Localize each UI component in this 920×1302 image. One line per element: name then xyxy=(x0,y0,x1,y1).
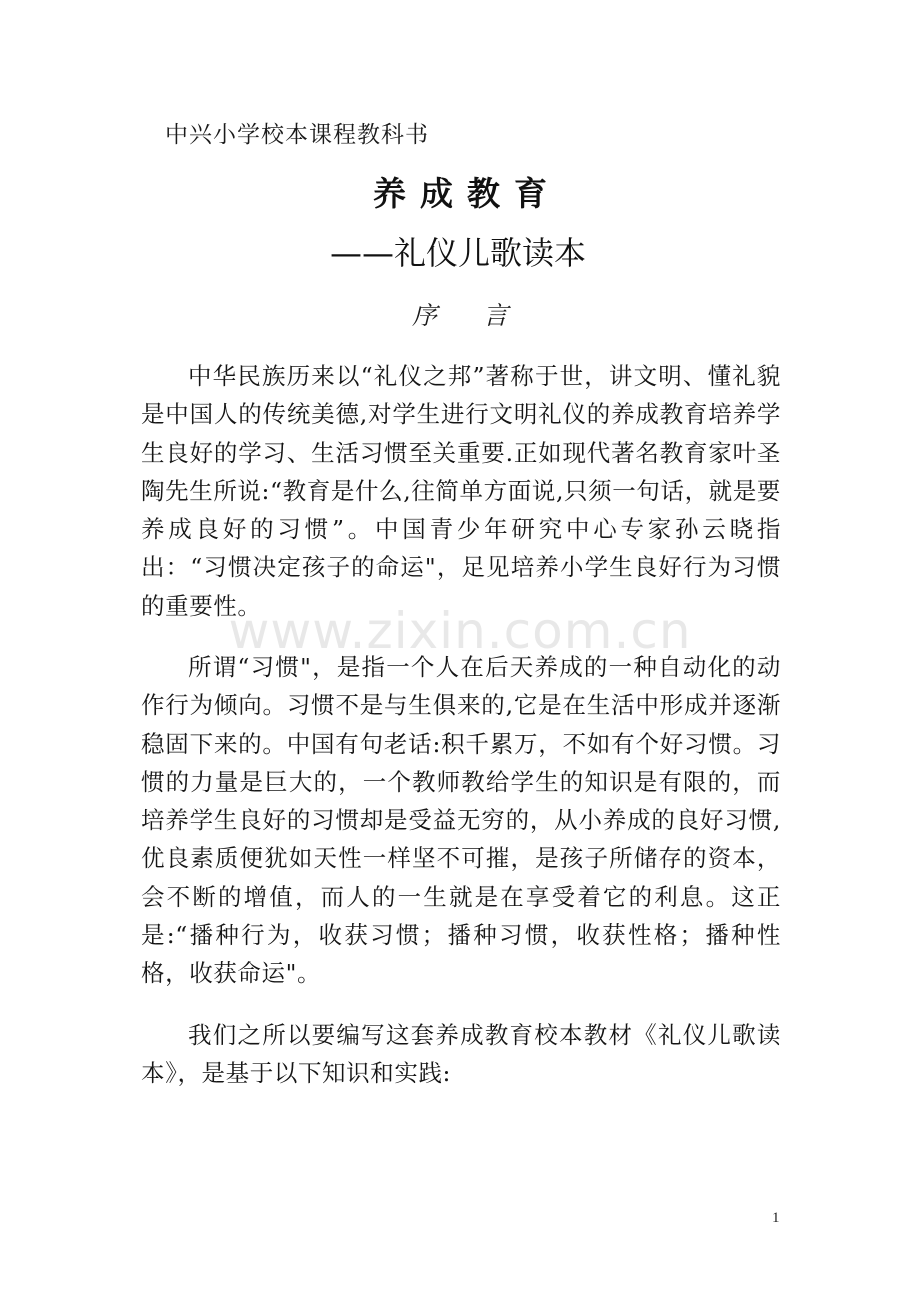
preface-heading: 序言 xyxy=(411,301,554,330)
main-title: 养成教育 xyxy=(373,174,561,213)
sub-title: ——礼仪儿歌读本 xyxy=(330,234,587,272)
preface-paragraph-3: 我们之所以要编写这套养成教育校本教材《礼仪儿歌读本》，是基于以下知识和实践: xyxy=(141,1021,781,1088)
preface-paragraph-1: 中华民族历来以“礼仪之邦”著称于世，讲文明、懂礼貌是中国人的传统美德,对学生进行文明礼仪的养成教育培养学生良好的学习、生活习惯至关重要.正如现代著名教育家叶圣陶先生所说:“教育是什么,往简单方面说,只须一句话，就是要养成良好的习惯”。中国青少年研究中心专家孙云晓指出：“习惯决定孩子的命运"，足见培养小学生良好行为习惯的重要性。 xyxy=(141,362,781,620)
preface-paragraph-2: 所谓“习惯"，是指一个人在后天养成的一种自动化的动作行为倾向。习惯不是与生俱来的,它是在生活中形成并逐渐稳固下来的。中国有句老话:积千累万，不如有个好习惯。习惯的力量是巨大的，一个教师教给学生的知识是有限的，而培养学生良好的习惯却是受益无穷的，从小养成的良好习惯,优良素质便犹如天性一样坚不可摧，是孩子所储存的资本，会不断的增值，而人的一生就是在享受着它的利息。这正是:“播种行为，收获习惯；播种习惯，收获性格；播种性格，收获命运"。 xyxy=(141,653,781,988)
watermark: www.zixin.com.cn xyxy=(228,602,692,660)
school-textbook-header: 中兴小学校本课程教科书 xyxy=(165,122,429,148)
page-number: 1 xyxy=(772,1210,780,1226)
